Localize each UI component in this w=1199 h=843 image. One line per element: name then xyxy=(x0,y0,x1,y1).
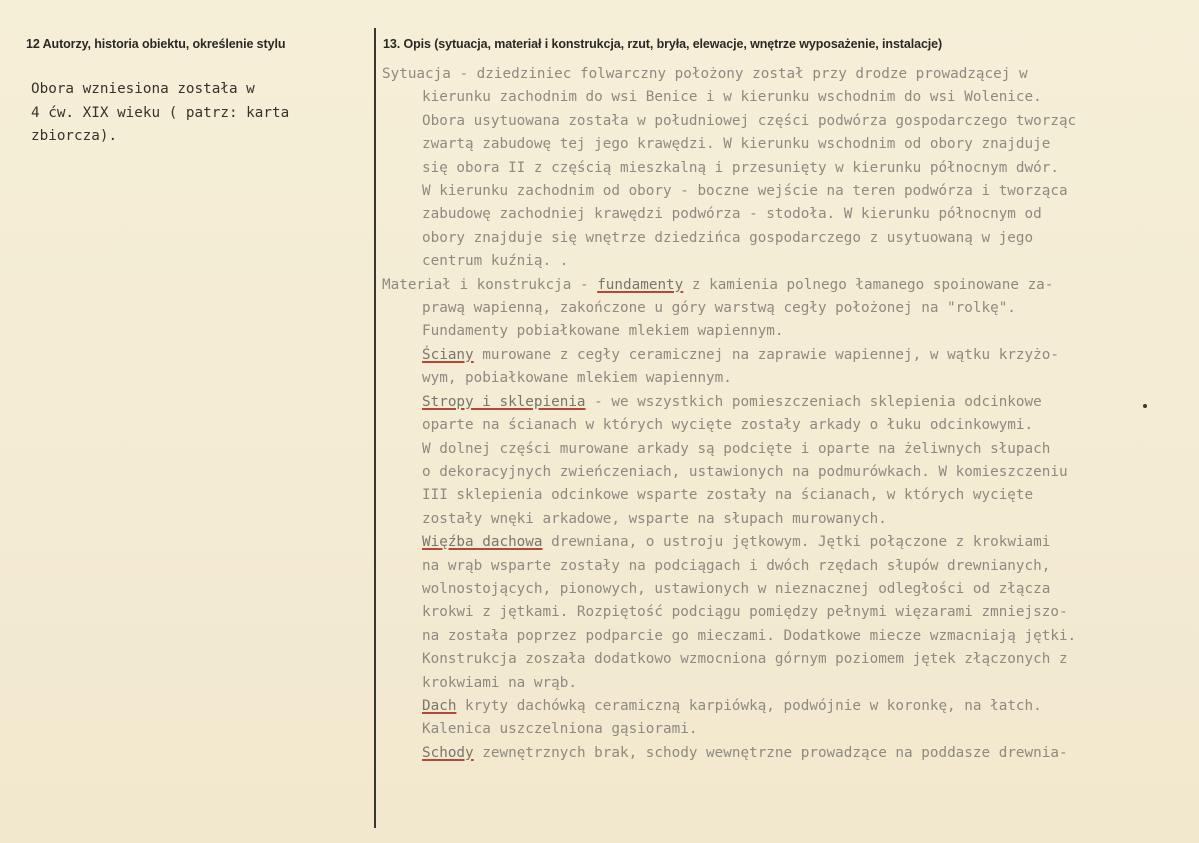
section-12-header: 12 Autorzy, historia obiektu, określenie stylu xyxy=(26,37,286,51)
description-line xyxy=(382,391,1197,414)
description-line xyxy=(382,86,1197,109)
underlined-term: Schody xyxy=(422,744,474,761)
description-text xyxy=(382,63,1197,765)
line-text: Materiał i konstrukcja - xyxy=(382,276,598,293)
description-line xyxy=(382,484,1197,507)
line-text: III sklepienia odcinkowe wsparte zostały na ścianach, w których wycięte xyxy=(422,487,1034,504)
line-text: kryty dachówką ceramiczną karpiówką, podwójnie w koronkę, na łatch. xyxy=(456,697,1042,714)
description-line xyxy=(382,367,1197,390)
description-line xyxy=(382,625,1197,648)
description-line xyxy=(382,250,1197,273)
description-line xyxy=(382,438,1197,461)
line-text: na została poprzez podparcie go mieczami. Dodatkowe miecze wzmacniają jętki. xyxy=(422,627,1077,644)
description-line xyxy=(382,63,1197,86)
line-text: na wrąb wsparte zostały na podciągach i dwóch rzędach słupów drewnianych, xyxy=(422,557,1051,574)
underlined-term: Stropy i sklepienia xyxy=(422,393,586,410)
line-text: murowane z cegły ceramicznej na zaprawie wapiennej, w wątku krzyżo- xyxy=(473,346,1059,363)
section-13-header: 13. Opis (sytuacja, materiał i konstrukcja, rzut, bryła, elewacje, wnętrze wyposażenie, instalacje) xyxy=(383,37,943,51)
underlined-term: Ściany xyxy=(422,346,474,363)
description-line xyxy=(382,203,1197,226)
description-line xyxy=(382,718,1197,741)
line-text: zwartą zabudowę tej jego krawędzi. W kierunku wschodnim od obory znajduje xyxy=(422,136,1051,153)
line-text: drewniana, o ustroju jętkowym. Jętki połączone z krokwiami xyxy=(542,534,1051,551)
line-text: Obora usytuowana została w południowej części podwórza gospodarczego tworząc xyxy=(422,112,1077,129)
line-text: - we wszystkich pomieszczeniach sklepienia odcinkowe xyxy=(585,393,1042,410)
description-line xyxy=(382,157,1197,180)
line-text: W dolnej części murowane arkady są podcięte i oparte na żeliwnych słupach xyxy=(422,440,1051,457)
line-text: Sytuacja - dziedziniec folwarczny położony został przy drodze prowadzącej w xyxy=(382,66,1028,82)
line-text: wolnostojących, pionowych, ustawionych w nieznacznej odległości od złącza xyxy=(422,580,1051,597)
line-text: z kamienia polnego łamanego spoinowane za- xyxy=(683,276,1054,293)
description-line xyxy=(382,648,1197,671)
description-line xyxy=(382,133,1197,156)
description-line xyxy=(382,414,1197,437)
text-line: 4 ćw. XIX wieku ( patrz: karta xyxy=(31,104,290,121)
line-text: prawą wapienną, zakończone u góry warstwą cegły położonej na "rolkę". xyxy=(422,300,1016,317)
line-text: zostały wnęki arkadowe, wsparte na słupach murowanych. xyxy=(422,510,887,527)
line-text: Kalenica uszczelniona gąsiorami. xyxy=(422,721,698,738)
description-line xyxy=(382,531,1197,554)
line-text: centrum kuźnią. . xyxy=(422,253,569,270)
description-line xyxy=(382,297,1197,320)
line-text: o dekoracyjnych zwieńczeniach, ustawionych na podmurówkach. W komieszczeniu xyxy=(422,463,1068,480)
description-line xyxy=(382,344,1197,367)
description-line xyxy=(382,601,1197,624)
description-line xyxy=(382,508,1197,531)
description-line xyxy=(382,227,1197,250)
underlined-term: Dach xyxy=(422,697,457,714)
ink-dot xyxy=(1143,404,1147,408)
description-line xyxy=(382,742,1197,765)
description-line xyxy=(382,110,1197,133)
description-line xyxy=(382,672,1197,695)
line-text: się obora II z częścią mieszkalną i przesunięty w kierunku północnym dwór. xyxy=(422,159,1059,176)
line-text: wym, pobiałkowane mlekiem wapiennym. xyxy=(422,370,732,387)
authors-history-text xyxy=(31,78,351,149)
description-line xyxy=(382,320,1197,343)
description-line xyxy=(382,578,1197,601)
description-line xyxy=(382,180,1197,203)
line-text: Konstrukcja zoszała dodatkowo wzmocniona górnym poziomem jętek złączonych z xyxy=(422,651,1068,668)
line-text: krokwi z jętkami. Rozpiętość podciągu pomiędzy pełnymi więzarami zmniejszo- xyxy=(422,604,1068,621)
line-text: zewnętrznych brak, schody wewnętrzne prowadzące na poddasze drewnia- xyxy=(473,744,1068,761)
column-divider xyxy=(374,28,376,828)
underlined-term: fundamenty xyxy=(597,276,684,293)
text-line: zbiorcza). xyxy=(31,128,118,144)
line-text: W kierunku zachodnim od obory - boczne wejście na teren podwórza i tworząca xyxy=(422,183,1068,200)
description-line xyxy=(382,461,1197,484)
underlined-term: Więźba dachowa xyxy=(422,534,543,551)
description-line xyxy=(382,274,1197,297)
description-line xyxy=(382,555,1197,578)
line-text: zabudowę zachodniej krawędzi podwórza - stodoła. W kierunku północnym od xyxy=(422,206,1042,223)
line-text: kierunku zachodnim do wsi Benice i w kierunku wschodnim do wsi Wolenice. xyxy=(422,89,1042,106)
line-text: krokwiami na wrąb. xyxy=(422,674,577,691)
text-line: Obora wzniesiona została w xyxy=(31,81,255,97)
line-text: oparte na ścianach w których wycięte zostały arkady o łuku odcinkowymi. xyxy=(422,417,1034,434)
line-text: Fundamenty pobiałkowane mlekiem wapiennym. xyxy=(422,323,784,340)
description-line xyxy=(382,695,1197,718)
line-text: obory znajduje się wnętrze dziedzińca gospodarczego z usytuowaną w jego xyxy=(422,229,1034,246)
